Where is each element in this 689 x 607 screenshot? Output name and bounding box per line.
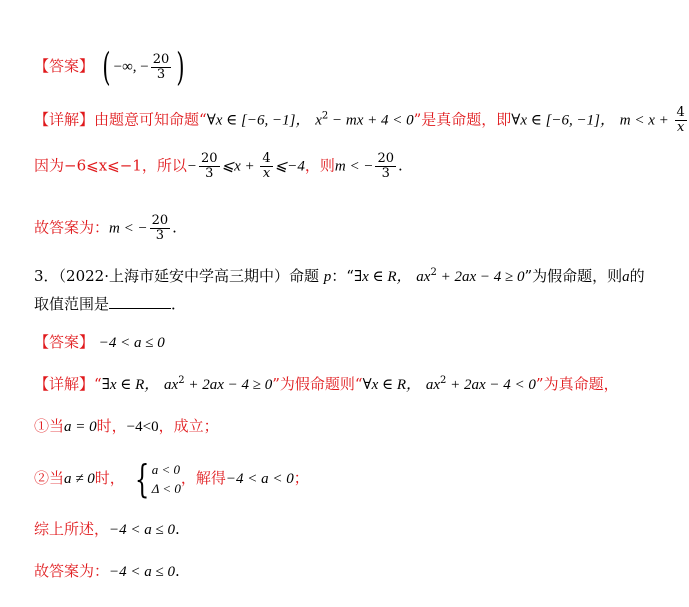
q3-question-line-1: 3．（2022·上海市延安中学高三期中）命题 p：“∃x ∈ R， $ax^2 + 2ax - 4 \ge 0$”为假命题，则a的 — [34, 267, 645, 285]
q2-detail-fraction: $\frac{4}{x}$ — [676, 105, 685, 135]
left-paren: ( — [102, 45, 111, 89]
q3-detail-line: 【详解】“∃x ∈ R， $ax^2 + 2ax - 4 \ge 0$”为假命题则“∀x ∈ R， $ax^2 + 2ax - 4 < 0$”为真命题， — [34, 375, 619, 393]
q3-answer-line: 【答案】 −4 < a ≤ 0 — [34, 333, 165, 351]
q2-because-fraction: $\frac{20}{3}$ — [200, 151, 218, 181]
q2-conclusion-fraction: $\frac{20}{3}$ — [151, 213, 169, 243]
q2-because-m-fraction: $\frac{20}{3}$ — [377, 151, 395, 181]
q3-question-line-2: 取值范围是 ． — [34, 295, 187, 313]
q3-final: 故答案为：−4 < a ≤ 0. — [34, 562, 180, 580]
answer-tag: 【答案】 — [34, 333, 95, 351]
q3-case-2: ②当a ≠ 0时， { a < 0 Δ < 0 ，解得−4 < a < 0； — [34, 457, 309, 501]
q2-because-fraction-2: $\frac{4}{x}$ — [262, 151, 271, 181]
answer-tag: 【答案】 — [34, 57, 95, 75]
case-system: a < 0 Δ < 0 — [151, 462, 181, 496]
detail-tag: 【详解】 — [34, 110, 95, 129]
q2-answer-fraction: $\frac{20}{3}$ — [152, 51, 170, 82]
q2-conclusion: 故答案为：m < − $\frac{20}{3}$ . — [34, 213, 177, 243]
q3-summary: 综上所述，−4 < a ≤ 0. — [34, 520, 180, 538]
q2-answer-line — [34, 45, 188, 89]
answer-blank — [109, 294, 171, 309]
q3-case-1: ①当a = 0时，−4<0，成立； — [34, 417, 219, 435]
left-brace: { — [134, 457, 149, 501]
right-paren: ) — [176, 45, 185, 89]
q2-answer-interval: −∞, − — [113, 59, 149, 75]
detail-tag: 【详解】 — [34, 375, 95, 393]
q2-detail-line-2: 因为−6⩽x⩽−1，所以− $\frac{20}{3}$ ⩽x + $\frac{4}{x}$ ⩽−4，则m < − $\frac{20}{3}$ . — [34, 151, 403, 181]
q2-detail-line-1: 【详解】由题意可知命题“∀x ∈ [−6, −1]， $x^2$ − mx + 4 < 0”是真命题，即∀x ∈ [−6, −1]， m < x + $\frac{4}{x}$ — [34, 105, 685, 135]
